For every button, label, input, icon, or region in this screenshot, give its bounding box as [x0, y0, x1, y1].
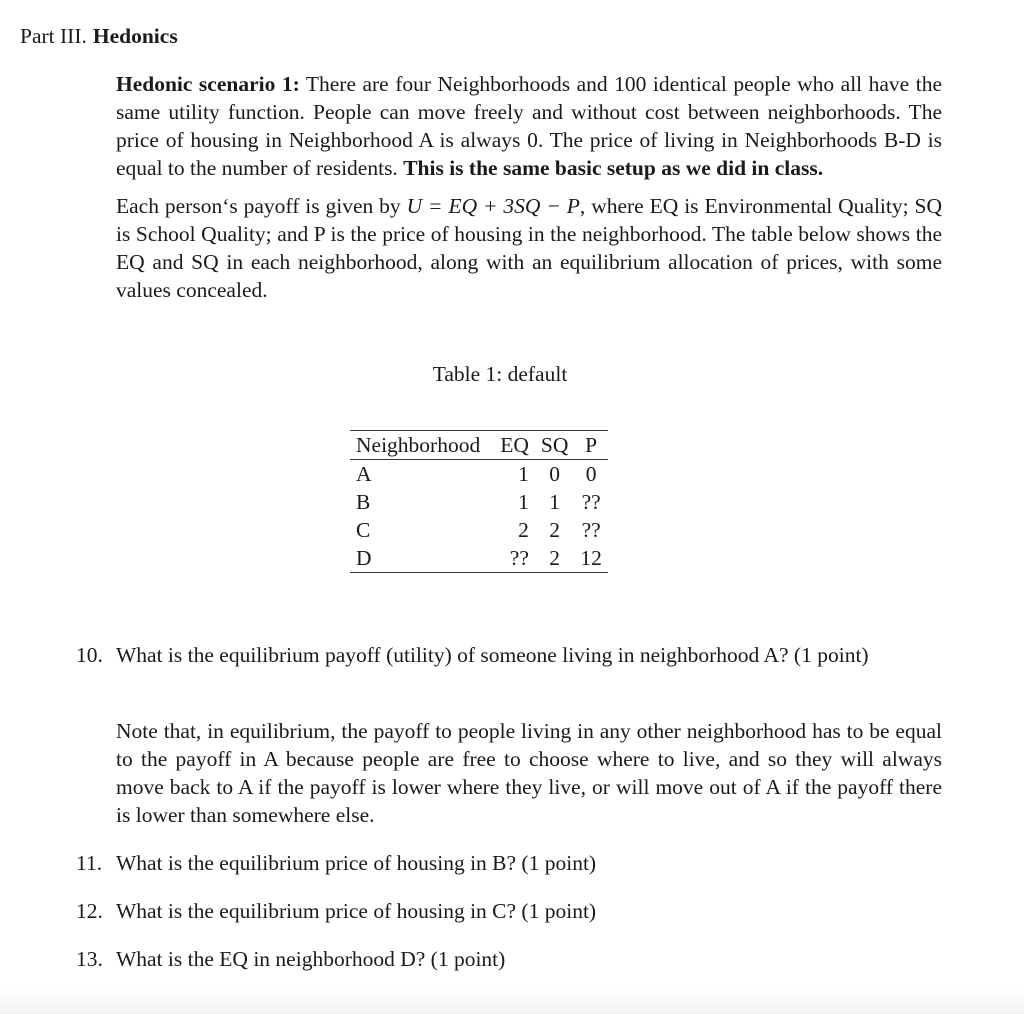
part-title: Hedonics	[92, 24, 178, 48]
table-caption: Table 1: default	[432, 362, 568, 386]
table-row	[350, 516, 608, 544]
scenario-emphasis: This is the same basic setup as we did in class.	[403, 156, 824, 180]
header-neighborhood: Neighborhood	[350, 431, 494, 460]
payoff-formula: U = EQ + 3SQ − P	[406, 194, 580, 218]
scenario-lead: Hedonic scenario 1:	[116, 72, 300, 96]
cell-sq: 2	[535, 544, 574, 573]
scenario-text: There are four Neighborhoods and 100 identical people who all have the same utility function. People can move freely and without cost between neighborhoods. The price of housing in Neighborhood A is always 0. The price of living in Neighborhoods B-D is equal to the number of residents.	[116, 72, 942, 180]
question-number: 12.	[76, 899, 103, 923]
page-bottom-shade	[0, 988, 1024, 1014]
question-text: What is the equilibrium price of housing in B? (1 point)	[116, 851, 597, 875]
question-text: What is the equilibrium price of housing in C? (1 point)	[116, 899, 597, 923]
cell-eq: 2	[518, 518, 529, 542]
cell-p: ??	[581, 490, 601, 514]
header-sq: SQ	[535, 431, 574, 460]
cell-eq: 1	[518, 462, 529, 486]
question-text: What is the EQ in neighborhood D? (1 point)	[116, 947, 506, 971]
cell-sq: 0	[549, 462, 560, 486]
neighborhood-table	[350, 430, 608, 573]
payoff-pre: Each person‘s payoff is given by	[116, 194, 407, 218]
header-eq: EQ	[494, 431, 535, 460]
cell-eq: 1	[518, 490, 529, 514]
part-heading	[20, 22, 178, 50]
cell-p: ??	[581, 518, 601, 542]
question-12	[76, 897, 942, 925]
table-row	[350, 544, 608, 573]
table-row	[350, 460, 608, 489]
cell-neighborhood: D	[350, 544, 494, 573]
part-label: Part III.	[20, 24, 87, 48]
question-13	[76, 945, 942, 973]
scenario-paragraph	[116, 70, 942, 182]
cell-p: 0	[585, 462, 597, 486]
cell-sq: 1	[549, 490, 560, 514]
scenario-section	[116, 70, 942, 570]
cell-neighborhood: C	[356, 518, 371, 542]
payoff-paragraph	[116, 192, 942, 304]
neighborhood-table-wrap	[350, 430, 608, 573]
question-text: What is the equilibrium payoff (utility) of someone living in neighborhood A? (1 point)	[116, 643, 869, 667]
question-10	[76, 641, 942, 669]
cell-neighborhood: B	[356, 490, 371, 514]
header-p: P	[574, 431, 608, 460]
cell-p: 12	[574, 544, 608, 573]
cell-neighborhood: A	[356, 462, 372, 486]
table-row	[350, 488, 608, 516]
question-number: 10.	[76, 643, 103, 667]
question-11	[76, 849, 942, 877]
equilibrium-note: Note that, in equilibrium, the payoff to people living in any other neighborhood has to be equal to the payoff in A because people are free to choose where to live, and so they will always move back to A if the payoff is lower where they live, or will move out of A if the payoff there is lower than somewhere else.	[116, 719, 942, 827]
table-header-row	[350, 431, 608, 460]
question-number: 13.	[76, 947, 103, 971]
payoff-post: , where EQ is Environmental Quality; SQ is School Quality; and P is the price of housing in the neighborhood. The table below shows the EQ and SQ in each neighborhood, along with an equilibrium allocation of prices, with some values concealed.	[116, 194, 942, 302]
question-number: 11.	[76, 851, 103, 875]
cell-sq: 2	[549, 518, 560, 542]
cell-eq: ??	[494, 544, 535, 573]
